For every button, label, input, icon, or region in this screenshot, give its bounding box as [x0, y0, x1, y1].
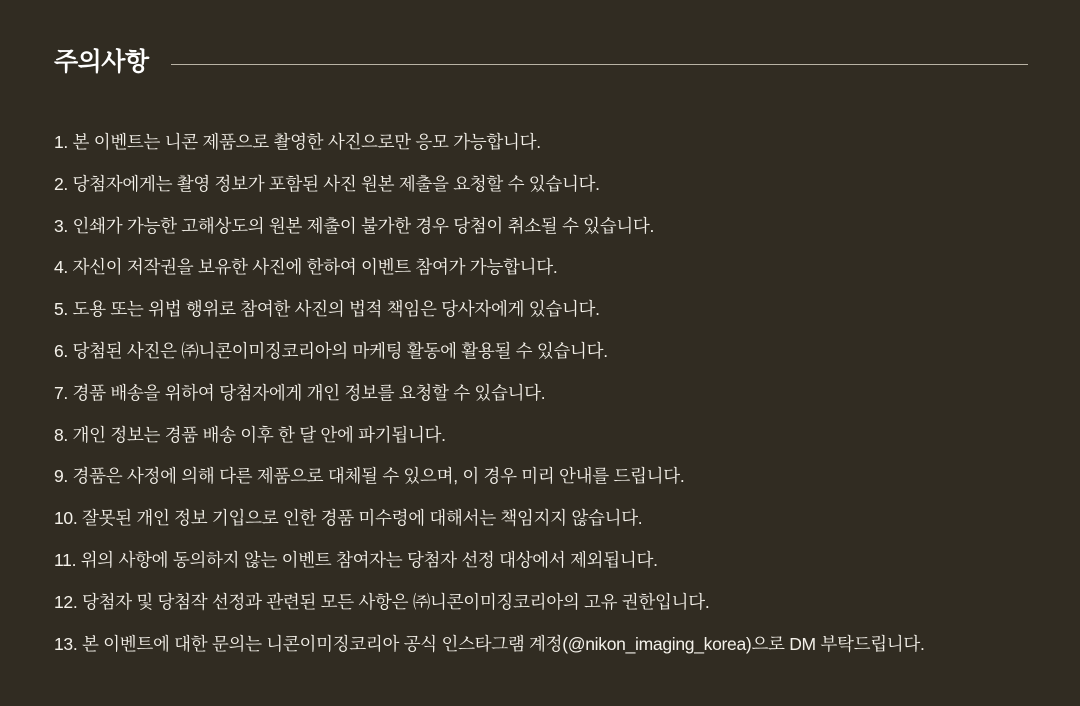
list-item: 3. 인쇄가 가능한 고해상도의 원본 제출이 불가한 경우 당첨이 취소될 수 있습니다. [54, 215, 655, 236]
list-item: 1. 본 이벤트는 니콘 제품으로 촬영한 사진으로만 응모 가능합니다. [54, 132, 541, 152]
notice-list [54, 134, 1040, 653]
list-item: 12. 당첨자 및 당첨작 선정과 관련된 모든 사항은 ㈜니콘이미징코리아의 고유 권한입니다. [54, 591, 710, 612]
list-item: 6. 당첨된 사진은 ㈜니콘이미징코리아의 마케팅 활동에 활용될 수 있습니다. [54, 340, 608, 361]
list-item: 13. 본 이벤트에 대한 문의는 니콘이미징코리아 공식 인스타그램 계정(@nikon_imaging_korea)으로 DM 부탁드립니다. [54, 633, 925, 654]
section-heading [54, 50, 1028, 75]
list-item: 2. 당첨자에게는 촬영 정보가 포함된 사진 원본 제출을 요청할 수 있습니다. [54, 173, 600, 194]
list-item: 7. 경품 배송을 위하여 당첨자에게 개인 정보를 요청할 수 있습니다. [54, 382, 546, 403]
list-item: 11. 위의 사항에 동의하지 않는 이벤트 참여자는 당첨자 선정 대상에서 제외됩니다. [54, 549, 658, 570]
list-item: 9. 경품은 사정에 의해 다른 제품으로 대체될 수 있으며, 이 경우 미리 안내를 드립니다. [54, 466, 685, 487]
list-item: 4. 자신이 저작권을 보유한 사진에 한하여 이벤트 참여가 가능합니다. [54, 257, 558, 278]
list-item: 8. 개인 정보는 경품 배송 이후 한 달 안에 파기됩니다. [54, 424, 446, 445]
heading-divider [171, 64, 1028, 65]
list-item: 10. 잘못된 개인 정보 기입으로 인한 경품 미수령에 대해서는 책임지지 않습니다. [54, 508, 643, 529]
list-item: 5. 도용 또는 위법 행위로 참여한 사진의 법적 책임은 당사자에게 있습니다. [54, 299, 600, 320]
page-title: 주의사항 [54, 48, 149, 76]
